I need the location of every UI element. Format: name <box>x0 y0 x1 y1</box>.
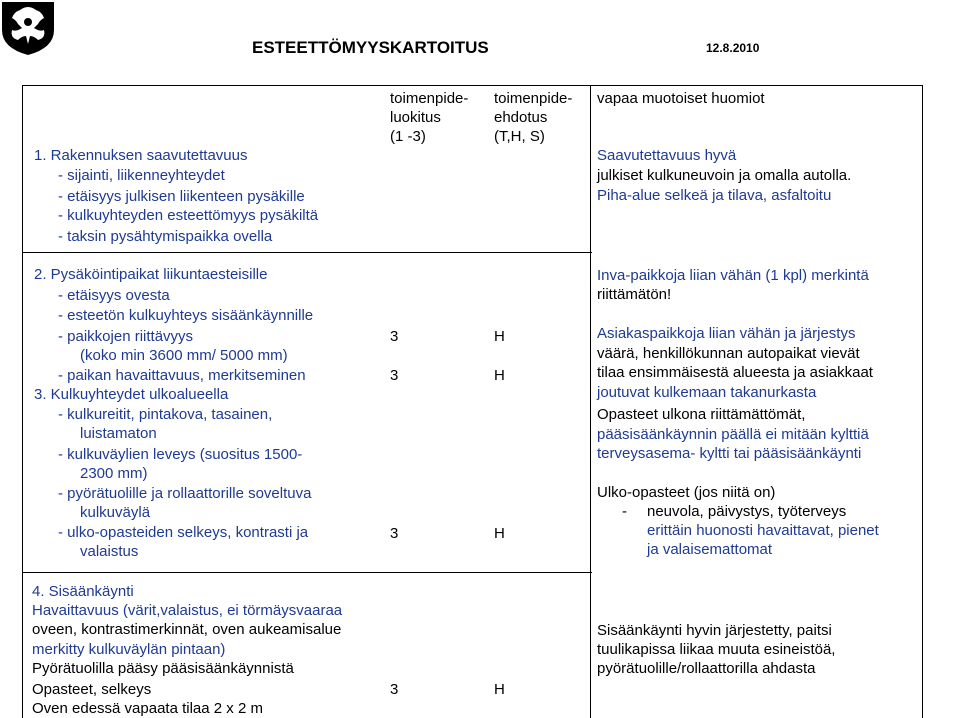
section-2-note: Asiakaspaikkoja liian vähän ja järjestys <box>597 325 856 342</box>
section-3-note: neuvola, päivystys, työterveys <box>647 503 847 520</box>
document-date: 12.8.2010 <box>706 41 760 55</box>
section-4-item: Opasteet, selkeys <box>32 681 152 698</box>
section-4-title: 4. Sisäänkäynti <box>32 583 134 600</box>
section-1-item: - etäisyys julkisen liikenteen pysäkille <box>58 188 305 205</box>
proposal-value: H <box>494 525 505 542</box>
section-1-note: Piha-alue selkeä ja tilava, asfaltoitu <box>597 187 832 204</box>
proposal-value: H <box>494 328 505 345</box>
classification-value: 3 <box>390 367 399 384</box>
section-3-item: 2300 mm) <box>80 465 148 482</box>
section-3-note: pääsisäänkäynnin päällä ei mitään kylttiä <box>597 426 869 443</box>
section-3-note-bullet: - <box>622 503 627 520</box>
section-2-note: joutuvat kulkemaan takanurkasta <box>597 384 817 401</box>
section-1-item: - taksin pysähtymispaikka ovella <box>58 228 273 245</box>
section-1-item: - sijainti, liikenneyhteydet <box>58 167 225 184</box>
section-2-item: - paikan havaittavuus, merkitseminen <box>58 367 306 384</box>
section-4-item: merkitty kulkuväylän pintaan) <box>32 641 226 658</box>
proposal-value: H <box>494 367 505 384</box>
section-3-item: valaistus <box>80 543 139 560</box>
classification-value: 3 <box>390 681 399 698</box>
section-3-title: 3. Kulkuyhteydet ulkoalueella <box>34 386 229 403</box>
section-1-title: 1. Rakennuksen saavutettavuus <box>34 147 248 164</box>
section-2-note: väärä, henkillökunnan autopaikat vievät <box>597 345 860 362</box>
section-3-note: Ulko-opasteet (jos niitä on) <box>597 484 776 501</box>
section-3-note: terveysasema- kyltti tai pääsisäänkäynti <box>597 445 862 462</box>
section-4-item: oveen, kontrastimerkinnät, oven aukeamisalue <box>32 621 342 638</box>
section-3-note: Opasteet ulkona riittämättömät, <box>597 406 806 423</box>
section-1-note: julkiset kulkuneuvoin ja omalla autolla. <box>597 167 852 184</box>
section-2-title: 2. Pysäköintipaikat liikuntaesteisille <box>34 266 268 283</box>
section-2-item: - etäisyys ovesta <box>58 287 170 304</box>
section-4-note: pyörätuolille/rollaattorilla ahdasta <box>597 660 816 677</box>
section-3-note: erittäin huonosti havaittavat, pienet <box>647 522 879 539</box>
section-4-item: Pyörätuolilla pääsy pääsisäänkäynnistä <box>32 660 294 677</box>
section-1-note: Saavutettavuus hyvä <box>597 147 737 164</box>
section-4-note: tuulikapissa liikaa muuta esineistöä, <box>597 641 836 658</box>
column-header-proposal: toimenpide- ehdotus (T,H, S) <box>494 90 573 145</box>
section-3-item: - kulkureitit, pintakova, tasainen, <box>58 406 273 423</box>
section-3-item: luistamaton <box>80 425 157 442</box>
column-header-notes: vapaa muotoiset huomiot <box>597 90 765 107</box>
section-4-item: Oven edessä vapaata tilaa 2 x 2 m <box>32 700 263 717</box>
section-1-item: - kulkuyhteyden esteettömyys pysäkiltä <box>58 207 319 224</box>
section-3-item: - ulko-opasteiden selkeys, kontrasti ja <box>58 524 309 541</box>
proposal-value: H <box>494 681 505 698</box>
section-4-item: Havaittavuus (värit,valaistus, ei törmäysvaaraa <box>32 602 343 619</box>
section-3-item: - kulkuväylien leveys (suositus 1500- <box>58 446 303 463</box>
section-2-note: riittämätön! <box>597 286 672 303</box>
section-2-note: Inva-paikkoja liian vähän (1 kpl) merkintä <box>597 267 869 284</box>
section-3-item: kulkuväylä <box>80 504 151 521</box>
section-2-item: - paikkojen riittävyys <box>58 328 194 345</box>
section-3-item: - pyörätuolille ja rollaattorille soveltuva <box>58 485 312 502</box>
municipality-logo <box>0 0 56 56</box>
document-title: ESTEETTÖMYYSKARTOITUS <box>252 38 489 57</box>
section-4-note: Sisäänkäynti hyvin järjestetty, paitsi <box>597 622 832 639</box>
classification-value: 3 <box>390 328 399 345</box>
section-2-item: - esteetön kulkuyhteys sisäänkäynnille <box>58 307 314 324</box>
column-header-classification: toimenpide- luokitus (1 -3) <box>390 90 469 145</box>
classification-value: 3 <box>390 525 399 542</box>
section-3-note: ja valaisemattomat <box>647 541 773 558</box>
section-2-note: tilaa ensimmäisestä alueesta ja asiakkaat <box>597 364 873 381</box>
section-2-item: (koko min 3600 mm/ 5000 mm) <box>80 347 288 364</box>
